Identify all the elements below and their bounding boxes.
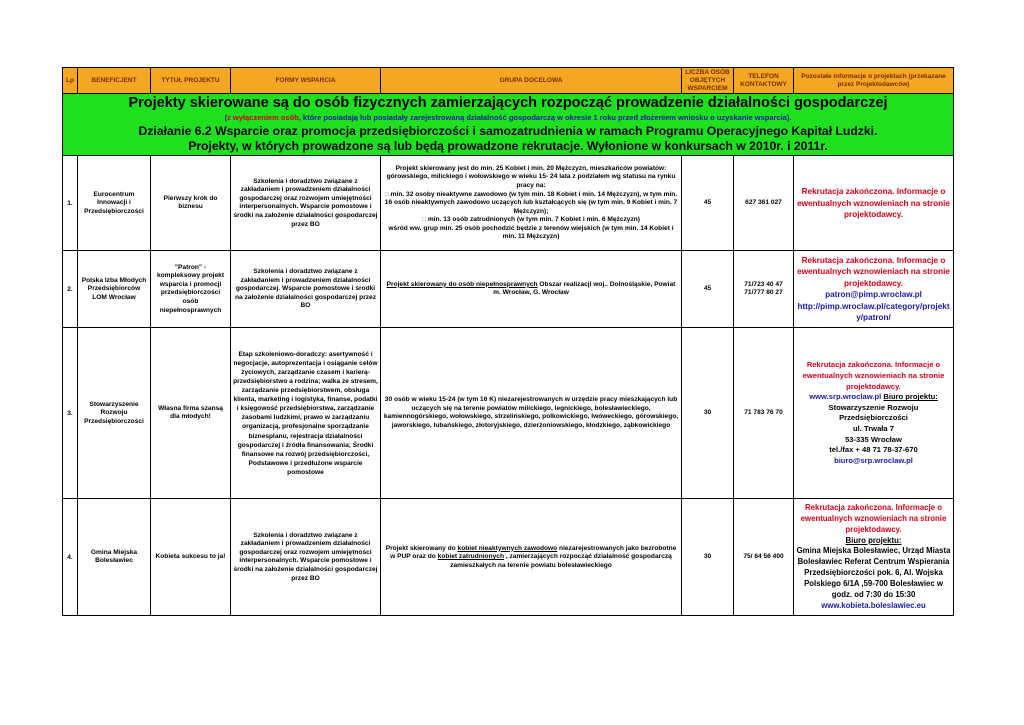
header-telefon: TELEFON KONTAKTOWY: [734, 68, 794, 94]
cell-grupa: 30 osób w wieku 15-24 (w tym 16 K) niezarejestrowanych w urzędzie pracy mieszkających lub uczących się na terenie powiatów milickiego, legnickiego, bolesławieckiego, kamiennogórskiego, wołowskiego, strzelińskiego, polkowickiego, lwóweckiego, górowskiego, jaworskiego, lubańskiego, złotoryjskiego, dzierżoniowskiego, kłodzkiego, ząbkowickiego: [381, 328, 682, 499]
cell-beneficjent: Eurocentrum Innowacji i Przedsiębiorczości: [78, 156, 151, 251]
cell-liczba: 30: [682, 499, 734, 616]
cell-telefon: 627 361 027: [734, 156, 794, 251]
cell-beneficjent: Polska Izba Młodych Przedsiębiorców LOM Wrocław: [78, 251, 151, 328]
header-beneficjent: BENEFICJENT: [78, 68, 151, 94]
bullet-icon: □: [422, 216, 426, 224]
table-row: [63, 328, 954, 499]
header-formy: FORMY WSPARCIA: [231, 68, 381, 94]
header-tytul: TYTUŁ PROJEKTU: [151, 68, 231, 94]
cell-tytul: "Patron" - kompleksowy projekt wsparcia i promocji przedsiębiorczości osób niepełnosprawnych: [151, 251, 231, 328]
banner-title: Projekty skierowane są do osób fizycznych zamierzających rozpocząć prowadzenie działalności gospodarczej: [128, 95, 888, 112]
cell-liczba: 45: [682, 251, 734, 328]
bullet-icon: □: [384, 190, 389, 198]
cell-tytul: Kobieta sukcesu to ja!: [151, 499, 231, 616]
cell-lp: 2.: [63, 251, 78, 328]
cell-info: Rekrutacja zakończona. Informacje o ewentualnych wznowieniach na stronie projektodawcy. Biuro projektu: Gmina Miejska Bolesławiec, Urząd Miasta Bolesławiec Referat Centrum Wspierania Przedsiębiorczości pok. 6, Al. Wojska Polskiego 6/1A ,59-700 Bolesławiec w godz. od 7:30 do 15:30 www.kobieta.boleslawiec.eu: [794, 499, 954, 616]
cell-grupa: Projekt skierowany do osób niepełnosprawnych Obszar realizacji woj.. Dolnośląskie, Powiat m. Wrocław, G. Wrocław: [381, 251, 682, 328]
header-grupa: GRUPA DOCELOWA: [381, 68, 682, 94]
projects-table: [62, 67, 954, 616]
header-row: [63, 68, 954, 94]
table-row: [63, 251, 954, 328]
cell-liczba: 45: [682, 156, 734, 251]
cell-grupa: Projekt skierowany jest do min. 25 Kobiet i min. 20 Mężczyzn, mieszkańców powiatów: górowskiego, milickiego i wołowskiego w wieku 15- 24 lata z podziałem wg statusu na rynku pracy na: □ min. 32 osoby nieaktywne zawodowo (w tym min. 18 Kobiet i min. 14 Mężczyzn), w tym min. 16 osób nieaktywnych zawodowo uczących lub kształcących się (w tym min. 9 Kobiet i min. 7 Mężczyzn); □ min. 13 osób zatrudnionych (w tym min. 7 Kobiet i min. 6 Mężczyzn) wśród ww. grup min. 25 osób pochodzić będzie z terenów wiejskich (w tym min. 14 Kobiet i min. 11 Mężczyzn): [381, 156, 682, 251]
cell-lp: 1.: [63, 156, 78, 251]
banner-row: [63, 94, 954, 156]
cell-telefon: 71/723 40 47 71/777 80 27: [734, 251, 794, 328]
table-row: [63, 499, 954, 616]
banner-note-exclusion: z wyłączeniem osób: [227, 113, 299, 123]
cell-info: Rekrutacja zakończona. Informacje o ewentualnych wznowieniach na stronie projektodawcy. patron@pimp.wroclaw.pl http://pimp.wroclaw.pl/category/projekty/patron/: [794, 251, 954, 328]
banner-cell: [63, 94, 954, 156]
banner-note: (z wyłączeniem osób, które posiadają lub posiadały zarejestrowaną działalność gospodarczą w okresie 1 roku przed złożeniem wniosku o uzyskanie wsparcia).: [224, 113, 792, 123]
cell-grupa: Projekt skierowany do kobiet nieaktywnych zawodowo niezarejestrowanych jako bezrobotne w PUP oraz do kobiet zatrudnionych , zamierzających rozpocząć działalność gospodarczą zamieszkałych na terenie powiatu bolesławieckiego: [381, 499, 682, 616]
header-pozostale: Pozostałe informacje o projektach (przekazane przez Projektodawców): [794, 68, 954, 94]
cell-tytul: Własna firma szansą dla młodych!: [151, 328, 231, 499]
cell-beneficjent: Gmina Miejska Bolesławiec: [78, 499, 151, 616]
cell-formy: Szkolenia i doradztwo związane z zakładaniem i prowadzeniem działalności gospodarczej oraz rozwojem umiejętności interpersonalnych. Wsparcie pomostowe i środki na założenie działalności gospodarczej przez BO: [231, 499, 381, 616]
cell-lp: 4.: [63, 499, 78, 616]
website-link[interactable]: http://pimp.wroclaw.pl/category/projekty/patron/: [797, 301, 950, 323]
cell-liczba: 30: [682, 328, 734, 499]
cell-formy: Szkolenia i doradztwo związane z zakładaniem i prowadzeniem działalności gospodarczej oraz rozwojem umiejętności interpersonalnych. Wsparcie pomostowe i środki na założenie działalności gospodarczej przez BO: [231, 156, 381, 251]
website-link[interactable]: www.kobieta.boleslawiec.eu: [821, 601, 926, 611]
cell-formy: Etap szkoleniowo-doradczy: asertywność i negocjacje, autoprezentacja i osiąganie celów życiowych, zarządzanie czasem i karierą- przedsiębiorstwo a rodzina; walka ze stresem, zarządzanie przedsiębiorstwem, obsługa klienta, marketing i logistyka, finanse, podatki i księgowość przedsiębiorstwa, zarządzanie zasobami ludzkimi, prawo w zarządzaniu organizacją, profesjonalne sporządzanie biznesplanu, rejestracja działalności gospodarczej i źródła finansowania; Środki finansowe na rozwój przedsiębiorczości, Podstawowe i przedłużone wsparcie pomostowe: [231, 328, 381, 499]
cell-tytul: Pierwszy krok do biznesu: [151, 156, 231, 251]
cell-telefon: 75/ 64 56 400: [734, 499, 794, 616]
website-link[interactable]: www.srp.wroclaw.pl: [809, 392, 882, 402]
banner-action: Działanie 6.2 Wsparcie oraz promocja przedsiębiorczości i samozatrudnienia w ramach Programu Operacyjnego Kapitał Ludzki.: [138, 124, 878, 139]
email-link[interactable]: patron@pimp.wroclaw.pl: [825, 290, 922, 300]
cell-beneficjent: Stowarzyszenie Rozwoju Przedsiębiorczości: [78, 328, 151, 499]
header-liczba: LICZBA OSÓB OBJĘTYCH WSPARCIEM: [682, 68, 734, 94]
email-link[interactable]: biuro@srp.wroclaw.pl: [834, 455, 913, 465]
banner-projects: Projekty, w których prowadzone są lub będą prowadzone rekrutacje. Wyłonione w konkursach w 2010r. i 2011r.: [188, 139, 828, 154]
table-row: [63, 156, 954, 251]
cell-info: Rekrutacja zakończona. Informacje o ewentualnych wznowieniach na stronie projektodawcy. www.srp.wroclaw.pl Biuro projektu: Stowarzyszenie Rozwoju Przedsiębiorczości ul. Trwała 7 53-335 Wrocław tel./fax + 48 71 78-37-670 biuro@srp.wroclaw.pl: [794, 328, 954, 499]
cell-telefon: 71 783 76 70: [734, 328, 794, 499]
cell-info: Rekrutacja zakończona. Informacje o ewentualnych wznowieniach na stronie projektodawcy.: [794, 156, 954, 251]
cell-formy: Szkolenia i doradztwo związane z zakładaniem i prowadzeniem działalności gospodarczej. Wsparcie pomostowe i środki na założenie działalności gospodarczej przez BO: [231, 251, 381, 328]
cell-lp: 3.: [63, 328, 78, 499]
header-lp: Lp: [63, 68, 78, 94]
